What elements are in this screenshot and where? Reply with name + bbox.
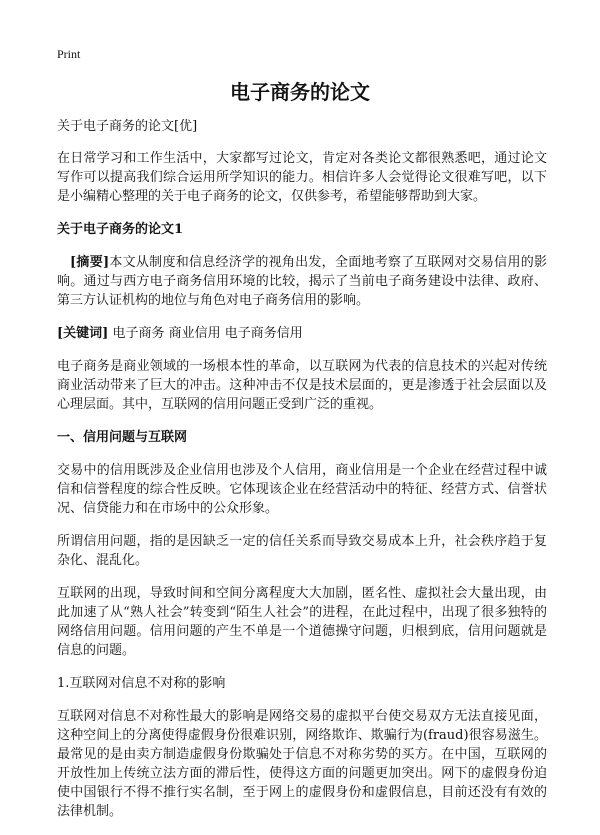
abstract-tag: [摘要] xyxy=(70,255,110,270)
keywords-text: 电子商务 商业信用 电子商务信用 xyxy=(112,326,303,341)
keywords-paragraph xyxy=(57,324,547,343)
abstract-paragraph xyxy=(57,253,547,310)
document-body xyxy=(57,117,547,835)
print-label[interactable]: Print xyxy=(57,47,81,61)
body-paragraph-4: 互联网的出现，导致时间和空间分离程度大大加剧，匿名性、虚拟社会大量出现，由此加速了从“熟人社会”转变到“陌生人社会”的进程，在此过程中，出现了很多独特的网络信用问题。信用问题的产生不单是一个道德操守问题，归根到底，信用问题就是信息的问题。 xyxy=(57,586,547,658)
article-heading: 关于电子商务的论文1 xyxy=(57,222,184,237)
intro-paragraph: 在日常学习和工作生活中，大家都写过论文，肯定对各类论文都很熟悉吧，通过论文写作可以提高我们综合运用所学知识的能力。相信许多人会觉得论文很难写吧，以下是小编精心整理的关于电子商务的论文，仅供参考，希望能够帮助到大家。 xyxy=(57,151,547,204)
body-paragraph-2: 交易中的信用既涉及企业信用也涉及个人信用，商业信用是一个企业在经营过程中诚信和信誉程度的综合性反映。它体现该企业在经营活动中的特征、经营方式、信誉状况、信贷能力和在市场中的公众形象。 xyxy=(57,463,547,516)
page-title: 电子商务的论文 xyxy=(230,80,370,104)
body-paragraph-1: 电子商务是商业领域的一场根本性的革命，以互联网为代表的信息技术的兴起对传统商业活动带来了巨大的冲击。这种冲击不仅是技术层面的，更是渗透于社会层面以及心理层面。其中，互联网的信用问题正受到广泛的重视。 xyxy=(57,359,547,412)
sub-heading-1: 1.互联网对信息不对称的影响 xyxy=(57,676,226,691)
document-subtitle: 关于电子商务的论文[优] xyxy=(57,119,198,134)
keywords-tag: [关键词] xyxy=(57,326,109,341)
section-heading-1: 一、信用问题与互联网 xyxy=(57,430,188,445)
body-paragraph-5: 互联网对信息不对称性最大的影响是网络交易的虚拟平台使交易双方无法直接见面，这种空间上的分离使得虚假身份很难识别，网络欺诈、欺骗行为(fraud)很容易滋生。最常见的是由卖方制造虚假身份欺骗处于信息不对称劣势的买方。在中国，互联网的开放性加上传统立法方面的滞后性，使得这方面的问题更加突出。网下的虚假身份迫使中国银行不得不推行实名制，至于网上的虚假身份和虚假信息，目前还没有有效的法律机制。 xyxy=(57,709,547,819)
abstract-text: 本文从制度和信息经济学的视角出发，全面地考察了互联网对交易信用的影响。通过与西方电子商务信用环境的比较，揭示了当前电子商务建设中法律、政府、第三方认证机构的地位与角色对电子商务信用的影响。 xyxy=(57,255,547,308)
body-paragraph-3: 所谓信用问题，指的是因缺乏一定的信任关系而导致交易成本上升，社会秩序趋于复杂化、混乱化。 xyxy=(57,534,547,568)
